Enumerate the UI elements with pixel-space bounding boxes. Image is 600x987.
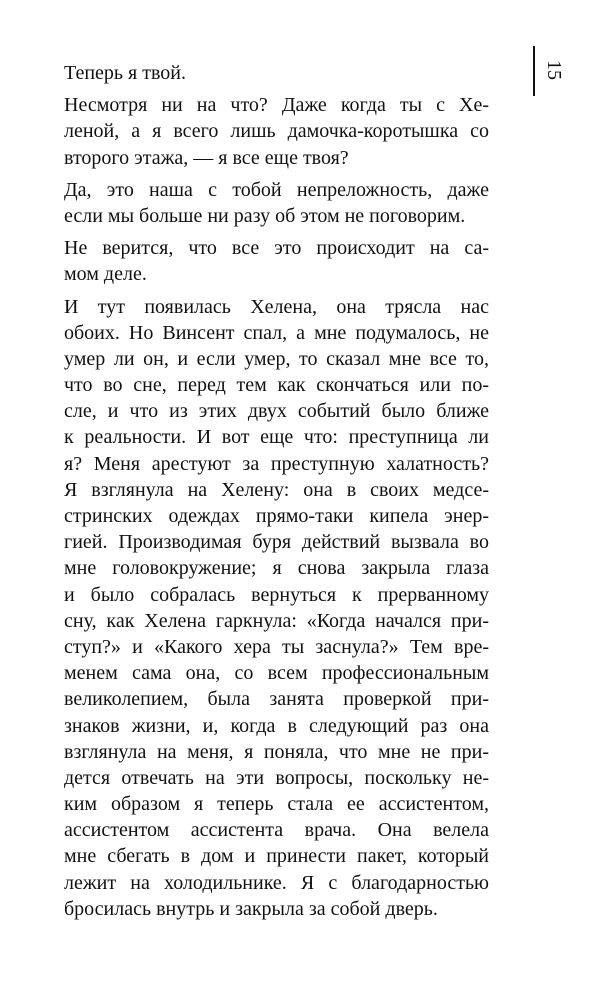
text-line: лежит на холодильнике. Я с благодарностью: [64, 871, 489, 894]
page-number: 15: [543, 60, 565, 80]
text-line: что во сне, перед тем как скончаться или по-: [64, 374, 489, 397]
text-line: к реальности. И вот еще что: преступница ли: [64, 426, 489, 449]
text-line: умер ли он, и если умер, то сказал мне все то,: [64, 347, 489, 370]
text-line: Да, это наша с тобой непреложность, даже: [64, 178, 489, 201]
text-line: второго этажа, — я все еще твоя?: [64, 146, 349, 169]
text-line: гией. Производимая буря действий вызвала во: [64, 531, 489, 554]
text-line: сле, и что из этих двух событий было ближе: [64, 400, 489, 423]
text-line: дется отвечать на эти вопросы, поскольку не-: [64, 766, 489, 789]
text-line: знаков жизни, и, когда в следующий раз она: [64, 714, 489, 737]
text-line: стринских одеждах прямо-таки кипела энер-: [64, 505, 489, 527]
text-line: обоих. Но Винсент спал, а мне подумалось, не: [64, 321, 489, 344]
paragraph: [64, 177, 489, 229]
body-text: [64, 60, 489, 922]
text-line: И тут появилась Хелена, она трясла нас: [64, 295, 489, 318]
paragraph: [64, 60, 489, 86]
text-line: взглянула на меня, я поняла, что мне не при-: [64, 740, 489, 763]
text-line: если мы больше ни разу об этом не поговорим.: [64, 204, 466, 227]
text-line: Теперь я твой.: [64, 62, 186, 84]
paragraph: [64, 92, 489, 171]
text-line: мне головокружение; я снова закрыла глаза: [64, 557, 489, 580]
text-line: менем сама она, со всем профессиональным: [64, 662, 489, 685]
text-line: я? Меня арестуют за преступную халатность?: [64, 452, 489, 475]
text-line: мом деле.: [64, 263, 147, 286]
text-line: сну, как Хелена гаркнула: «Когда начался при-: [64, 609, 489, 632]
text-line: Несмотря ни на что? Даже когда ты с Хе-: [64, 94, 489, 117]
text-line: мне сбегать в дом и принести пакет, который: [64, 845, 489, 868]
text-line: ступ?» и «Какого хера ты заснула?» Тем вре-: [64, 635, 489, 658]
text-line: ассистентом ассистента врача. Она велела: [64, 819, 489, 842]
text-line: и было собралась вернуться к прерванному: [64, 583, 489, 606]
text-line: Я взглянула на Хелену: она в своих медсе-: [64, 478, 489, 501]
text-line: Не верится, что все это происходит на са-: [64, 237, 489, 260]
text-line: бросилась внутрь и закрыла за собой дверь.: [64, 897, 438, 920]
paragraph: [64, 294, 489, 923]
text-line: ким образом я теперь стала ее ассистентом,: [64, 793, 489, 816]
text-line: леной, а я всего лишь дамочка-коротышка со: [64, 120, 489, 143]
text-line: великолепием, была занята проверкой при-: [64, 688, 489, 711]
paragraph: [64, 235, 489, 287]
